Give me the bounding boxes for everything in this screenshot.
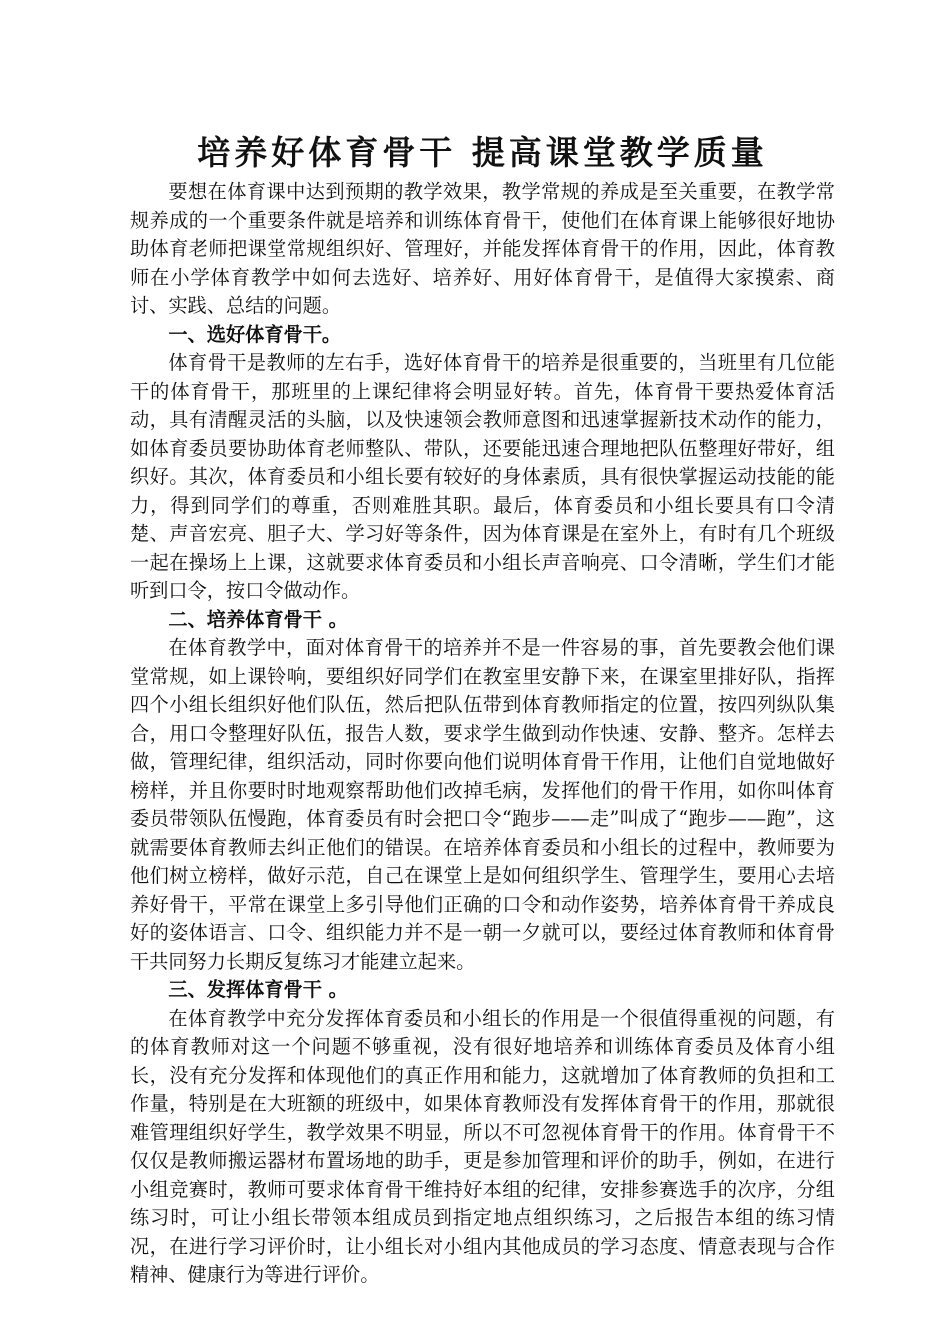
section-3-heading: 三、发挥体育骨干 。 [168,978,348,1001]
intro-paragraph: 要想在体育课中达到预期的教学效果，教学常规的养成是至关重要，在教学常规养成的一个重要条件就是培养和训练体育骨干，使他们在体育课上能够很好地协助体育老师把课堂常规组织好、管理好，并能发挥体育骨干的作用，因此，体育教师在小学体育教学中如何去选好、培养好、用好体育骨干，是值得大家摸索、商讨、实践、总结的问题。 [130,180,835,317]
section-2-heading: 二、培养体育骨干 。 [168,607,348,631]
section-1-body: 体育骨干是教师的左右手，选好体育骨干的培养是很重要的，当班里有几位能干的体育骨干，那班里的上课纪律将会明显好转。首先，体育骨干要热爱体育活动，具有清醒灵活的头脑，以及快速领会教师意图和迅速掌握新技术动作的能力，如体育委员要协助体育老师整队、带队，还要能迅速合理地把队伍整理好带好，组织好。其次，体育委员和小组长要有较好的身体素质，具有很快掌握运动技能的能力，得到同学们的尊重，否则难胜其职。最后，体育委员和小组长要具有口令清楚、声音宏亮、胆子大、学习好等条件，因为体育课是在室外上，有时有几个班级一起在操场上上课，这就要求体育委员和小组长声音响亮、口令清晰，学生们才能听到口令，按口令做动作。 [130,351,835,602]
section-2-body: 在体育教学中，面对体育骨干的培养并不是一件容易的事，首先要教会他们课堂常规，如上课铃响，要组织好同学们在教室里安静下来，在课室里排好队，指挥四个小组长组织好他们队伍，然后把队伍带到体育教师指定的位置，按四列纵队集合，用口令整理好队伍，报告人数，要求学生做到动作快速、安静、整齐。怎样去做，管理纪律，组织活动，同时你要向他们说明体育骨干作用，让他们自觉地做好榜样，并且你要时时地观察帮助他们改掉毛病，发挥他们的骨干作用，如你叫体育委员带领队伍慢跑，体育委员有时会把口令“跑步——走”叫成了“跑步——跑”，这就需要体育教师去纠正他们的错误。在培养体育委员和小组长的过程中，教师要为他们树立榜样，做好示范，自己在课堂上是如何组织学生、管理学生，要用心去培养好骨干，平常在课堂上多引导他们正确的口令和动作姿势，培养体育骨干养成良好的姿体语言、口令、组织能力并不是一朝一夕就可以，要经过体育教师和体育骨干共同努力长期反复练习才能建立起来。 [130,636,835,973]
section-1-heading: 一、选好体育骨干。 [168,322,342,346]
document-title: 培养好体育骨干 提高课堂教学质量 [197,133,768,172]
section-3-body: 在体育教学中充分发挥体育委员和小组长的作用是一个很值得重视的问题，有的体育教师对这一个问题不够重视，没有很好地培养和训练体育委员及体育小组长，没有充分发挥和体现他们的真正作用和能力，这就增加了体育教师的负担和工作量，特别是在大班额的班级中，如果体育教师没有发挥体育骨干的作用，那就很难管理组织好学生，教学效果不明显，所以不可忽视体育骨干的作用。体育骨干不仅仅是教师搬运器材布置场地的助手，更是参加管理和评价的助手，例如，在进行小组竞赛时，教师可要求体育骨干维持好本组的纪律，安排参赛选手的次序，分组练习时，可让小组长带领本组成员到指定地点组织练习，之后报告本组的练习情况，在进行学习评价时，让小组长对小组内其他成员的学习态度、情意表现与合作精神、健康行为等进行评价。 [130,1006,835,1286]
document-page [130,130,835,1290]
